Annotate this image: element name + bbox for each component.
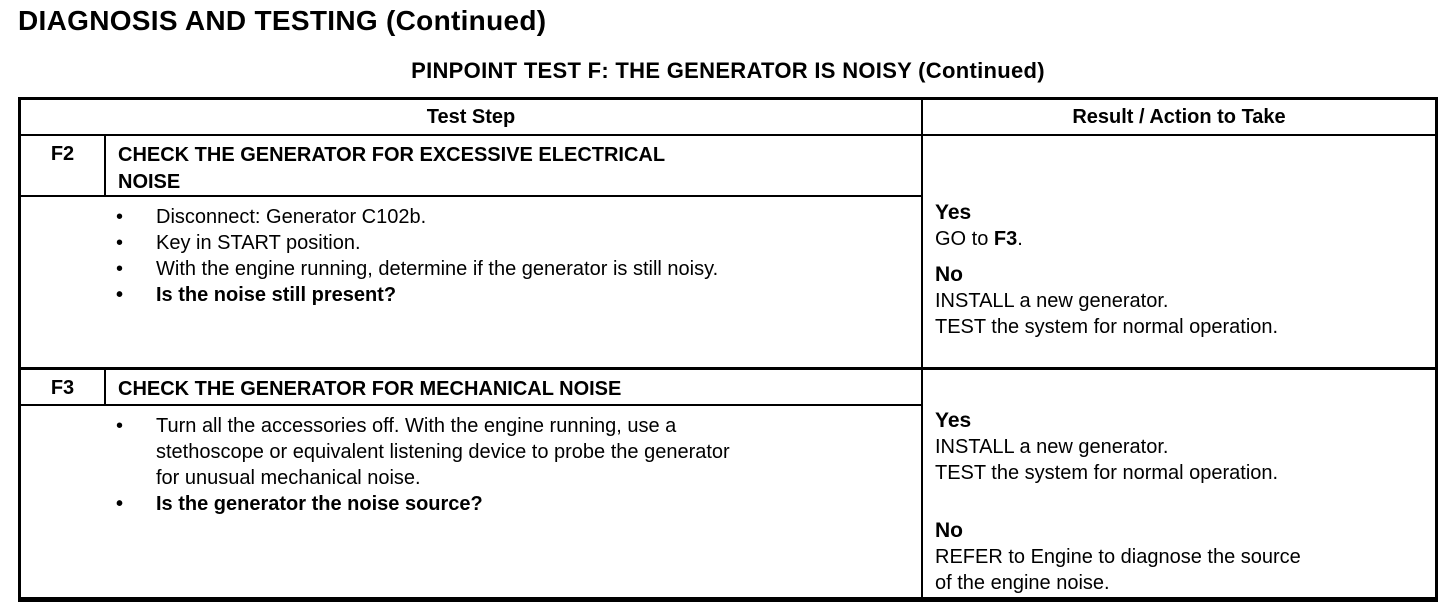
result-no-label-f2: No (935, 263, 963, 286)
instruction-item (21, 256, 921, 282)
step-title-f3-line1: CHECK THE GENERATOR FOR MECHANICAL NOISE (118, 378, 622, 400)
action-text: GO to (935, 228, 994, 250)
result-yes-label-f3: Yes (935, 409, 972, 432)
result-yes-action-f3-line1: INSTALL a new generator. (935, 436, 1169, 458)
instruction-item (21, 413, 921, 491)
step-id-f2: F2 (21, 136, 106, 195)
result-yes-label-f2: Yes (935, 201, 972, 224)
result-no-action-f2-line2: TEST the system for normal operation. (935, 316, 1279, 338)
result-no-action-f3-line1: REFER to Engine to diagnose the source (935, 546, 1301, 568)
test-step-cell-f2 (21, 136, 923, 367)
result-no-label-f3: No (935, 519, 963, 542)
instruction-list-f3 (21, 413, 921, 517)
instruction-item (21, 230, 921, 256)
instruction-text: • Disconnect: Generator C102b. (156, 206, 427, 228)
step-title-f2-line1: CHECK THE GENERATOR FOR EXCESSIVE ELECTRICAL (118, 144, 666, 166)
action-text: . (1017, 228, 1023, 250)
instruction-item (21, 204, 921, 230)
instruction-text: • Is the noise still present? (156, 284, 397, 306)
result-no-action-f3-line2: of the engine noise. (935, 572, 1110, 594)
result-yes-action-f2 (935, 226, 1425, 252)
result-cell-f3 (923, 370, 1435, 597)
instruction-text: stethoscope or equivalent listening device to probe the generator (156, 441, 730, 463)
test-step-block-f2 (21, 136, 1435, 367)
step-title-row-f2 (21, 136, 921, 197)
step-id-f3: F3 (21, 370, 106, 404)
result-cell-f2 (923, 136, 1435, 367)
instruction-text: • With the engine running, determine if the generator is still noisy. (156, 258, 719, 280)
table-header-row (21, 100, 1435, 136)
step-title-f2-line2: NOISE (118, 171, 181, 193)
instruction-question (21, 282, 921, 308)
instruction-question (21, 491, 921, 517)
step-reference: F3 (993, 228, 1018, 250)
step-title-f2 (106, 136, 675, 195)
instruction-text: • Is the generator the noise source? (156, 493, 483, 515)
test-step-block-f3 (21, 367, 1435, 597)
column-header-test-step: Test Step (21, 100, 923, 134)
step-title-row-f3 (21, 370, 921, 406)
result-yes-action-f3-line2: TEST the system for normal operation. (935, 462, 1279, 484)
pinpoint-test-table (18, 97, 1438, 602)
instruction-text: • Turn all the accessories off. With the engine running, use a (156, 415, 677, 437)
pinpoint-test-title: PINPOINT TEST F: THE GENERATOR IS NOISY (Continued) (411, 58, 1045, 83)
result-no-action-f2-line1: INSTALL a new generator. (935, 290, 1169, 312)
instruction-list-f2 (21, 204, 921, 308)
step-instructions-f3 (21, 406, 921, 517)
column-header-result-action: Result / Action to Take (1072, 105, 1286, 128)
step-title-f3 (106, 370, 631, 404)
page-title: DIAGNOSIS AND TESTING (Continued) (18, 5, 547, 36)
instruction-text: • Key in START position. (156, 232, 361, 254)
instruction-text: for unusual mechanical noise. (156, 467, 421, 489)
test-step-cell-f3 (21, 370, 923, 597)
step-instructions-f2 (21, 197, 921, 308)
